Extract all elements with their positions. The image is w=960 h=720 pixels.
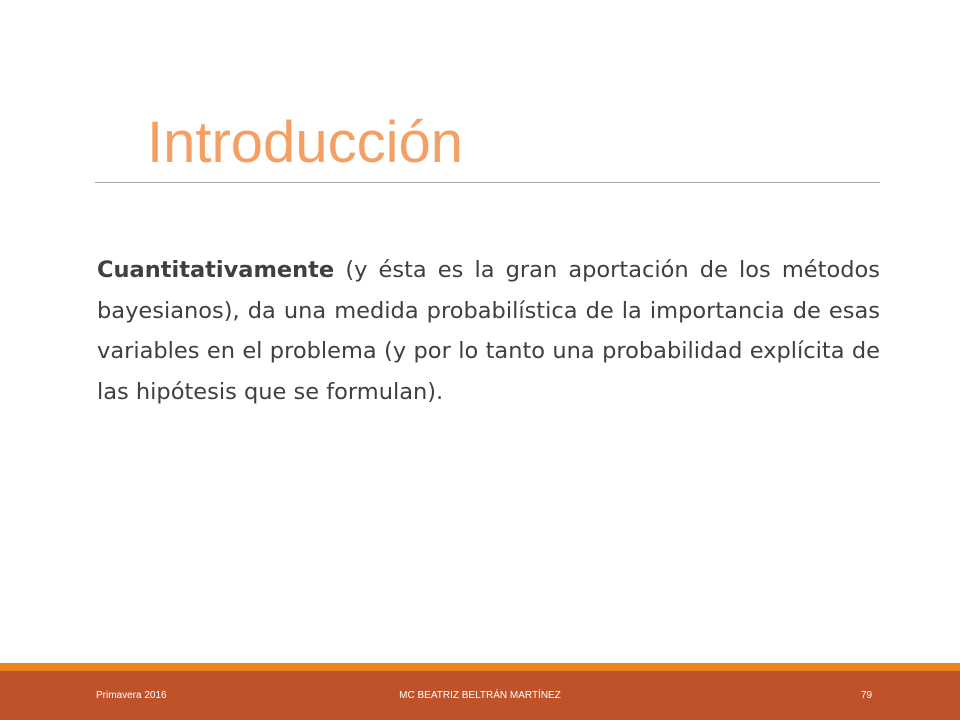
footer-date: Primavera 2016 (96, 690, 167, 701)
slide-body-paragraph (97, 250, 880, 412)
slide-title: Introducción (147, 110, 463, 175)
body-text: (y ésta es la gran aportación de los métodos bayesianos), da una medida probabilística de la importancia de esas variables en el problema (y por lo tanto una probabilidad explícita de las hipótesis que se formulan). (97, 257, 880, 405)
page-number: 79 (861, 690, 873, 701)
emphasized-term: Cuantitativamente (97, 257, 335, 283)
footer-author: MC BEATRIZ BELTRÁN MARTÍNEZ (399, 690, 561, 701)
footer-accent-bar (0, 663, 960, 671)
title-divider (95, 182, 880, 183)
